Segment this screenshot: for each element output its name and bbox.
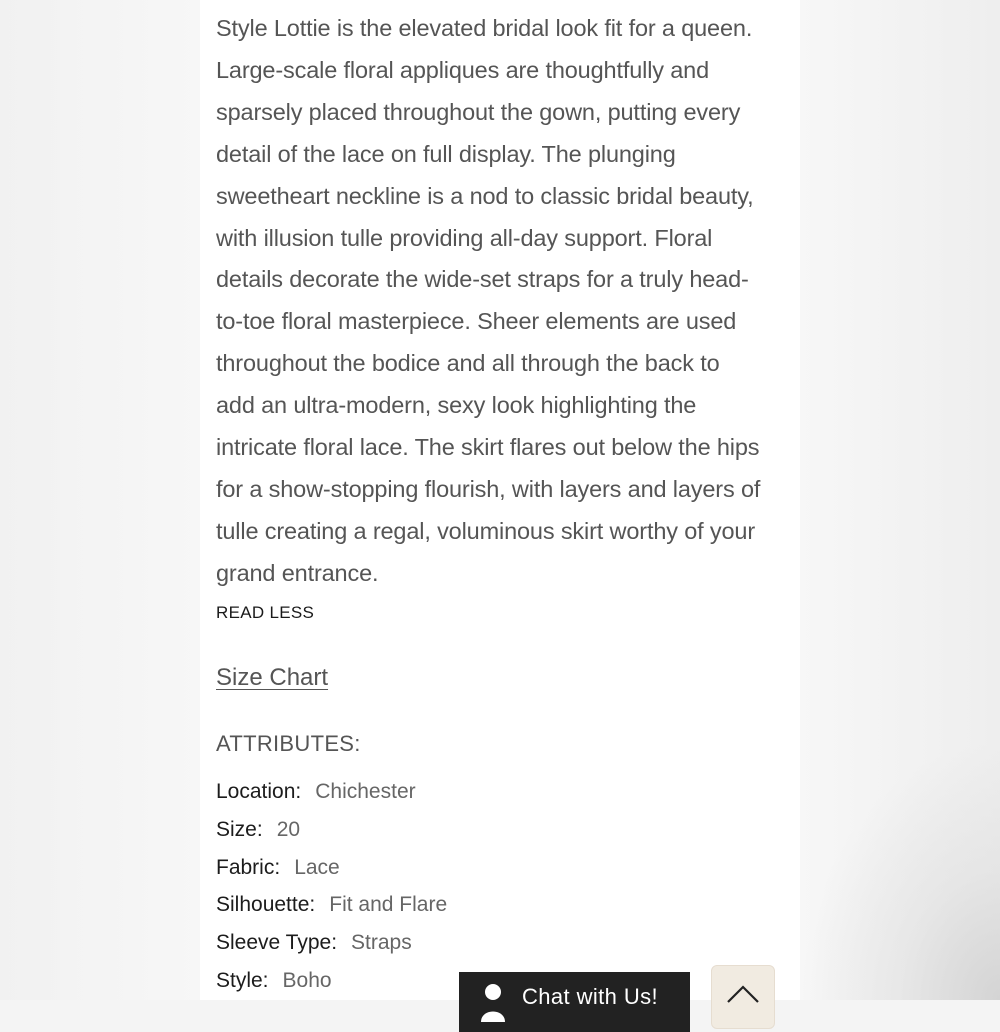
description-line: Large-scale floral appliques are thoughtfully and: [216, 57, 709, 83]
attribute-value: Lace: [294, 856, 340, 879]
attribute-row-location: [216, 777, 776, 815]
background-shadow: [800, 740, 1000, 1000]
description-line: to-toe floral masterpiece. Sheer elements are used: [216, 308, 736, 334]
description-line: grand entrance.: [216, 560, 378, 586]
attribute-row-silhouette: [216, 890, 776, 928]
attribute-key: Sleeve Type:: [216, 931, 337, 954]
description-line: sweetheart neckline is a nod to classic bridal beauty,: [216, 183, 753, 209]
attribute-value: Boho: [283, 969, 332, 992]
description-line: sparsely placed throughout the gown, putting every: [216, 99, 740, 125]
product-description: [216, 8, 791, 595]
description-line: add an ultra-modern, sexy look highlighting the: [216, 392, 696, 418]
attribute-key: Style:: [216, 969, 269, 992]
attribute-value: Fit and Flare: [329, 893, 447, 916]
description-line: details decorate the wide-set straps for a truly head-: [216, 266, 749, 292]
attribute-key: Fabric:: [216, 856, 280, 879]
description-line: Style Lottie is the elevated bridal look fit for a queen.: [216, 15, 752, 41]
attribute-key: Silhouette:: [216, 893, 315, 916]
attributes-list: [216, 777, 776, 1000]
attribute-row-sleeve-type: [216, 928, 776, 966]
product-details-panel: [200, 0, 800, 1000]
scroll-to-top-button[interactable]: [711, 965, 775, 1029]
read-less-toggle[interactable]: READ LESS: [216, 603, 314, 623]
description-line: detail of the lace on full display. The plunging: [216, 141, 676, 167]
attribute-row-fabric: [216, 853, 776, 891]
attributes-heading: ATTRIBUTES:: [216, 731, 361, 757]
attribute-row-size: [216, 815, 776, 853]
description-line: throughout the bodice and all through the back to: [216, 350, 720, 376]
size-chart-link[interactable]: Size Chart: [216, 664, 328, 692]
attribute-key: Size:: [216, 818, 263, 841]
chat-with-us-button[interactable]: [459, 972, 690, 1032]
chat-label: Chat with Us!: [522, 984, 658, 1010]
attribute-key: Location:: [216, 780, 301, 803]
person-icon: [479, 982, 507, 1022]
chevron-up-icon: [726, 984, 760, 1004]
description-line: for a show-stopping flourish, with layers and layers of: [216, 476, 760, 502]
attribute-value: Straps: [351, 931, 412, 954]
attribute-value: Chichester: [315, 780, 415, 803]
attribute-value: 20: [277, 818, 300, 841]
description-line: tulle creating a regal, voluminous skirt worthy of your: [216, 518, 755, 544]
description-line: with illusion tulle providing all-day support. Floral: [216, 225, 712, 251]
description-line: intricate floral lace. The skirt flares out below the hips: [216, 434, 759, 460]
